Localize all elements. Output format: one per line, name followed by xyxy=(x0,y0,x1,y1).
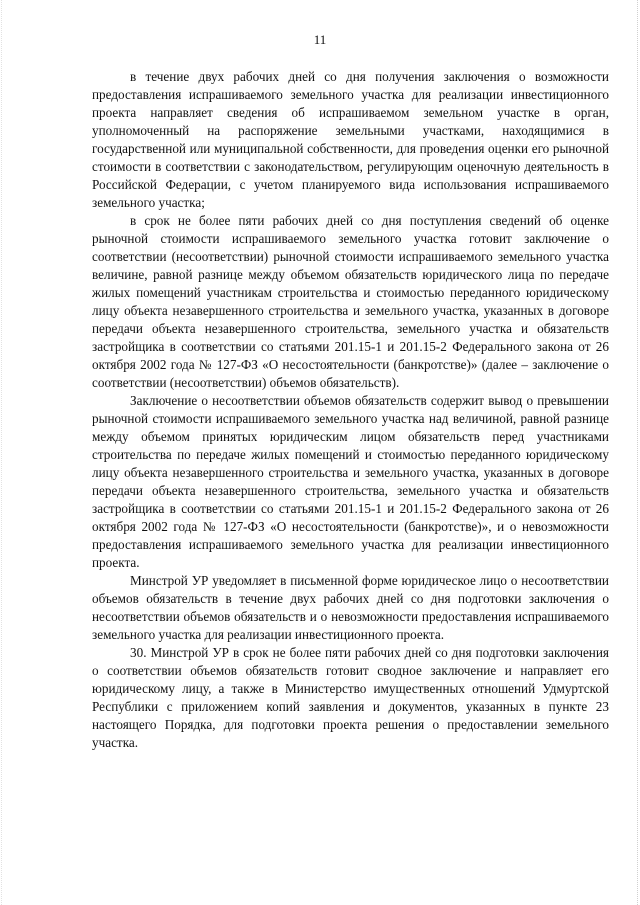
paragraph-item-30: 30. Минстрой УР в срок не более пяти рабочих дней со дня подготовки заключения о соответствии объемов обязательств готовит сводное заключение и направляет его юридическому лицу, а также в Министерство имущественных отношений Удмуртской Республики с приложением копий заявления и документов, указанных в пункте 23 настоящего Порядка, для подготовки проекта решения о предоставлении земельного участка. xyxy=(92,645,609,750)
paragraph-nonconformity-conclusion: Заключение о несоответствии объемов обязательств содержит вывод о превышении рыночной стоимости испрашиваемого земельного участка над величиной, равной разнице между объемом принятых юридическим лицом обязательств перед участниками строительства по передаче жилых помещений и стоимостью переданного юридическому лицу объекта незавершенного строительства и земельного участка, указанных в договоре передачи объекта незавершенного строительства, земельного участка и обязательств застройщика в соответствии со статьями 201.15-1 и 201.15-2 Федерального закона от 26 октября 2002 года № 127-ФЗ «О несостоятельности (банкротстве)», и о невозможности предоставления испрашиваемого земельного участка для реализации инвестиционного проекта. xyxy=(92,393,609,570)
scan-edge-right xyxy=(636,0,638,905)
paragraph-send-land-info: в течение двух рабочих дней со дня получения заключения о возможности предоставления испрашиваемого земельного участка для реализации инвестиционного проекта направляет сведения об испрашиваемом земельном участке в орган, уполномоченный на распоряжение земельными участками, находящимися в государственной или муниципальной собственности, для проведения оценки его рыночной стоимости в соответствии с законодательством, регулирующим оценочную деятельность в Российской Федерации, с учетом планируемого вида использования испрашиваемого земельного участка; xyxy=(92,69,609,210)
paragraph-notification: Минстрой УР уведомляет в письменной форме юридическое лицо о несоответствии объемов обязательств в течение двух рабочих дней со дня подготовки заключения о несоответствии объемов обязательств и о невозможности предоставления испрашиваемого земельного участка для реализации инвестиционного проекта. xyxy=(92,573,609,642)
scan-edge-left xyxy=(1,0,3,905)
page-number: 11 xyxy=(313,32,327,47)
paragraph-prepare-conclusion: в срок не более пяти рабочих дней со дня поступления сведений об оценке рыночной стоимости испрашиваемого земельного участка готовит заключение о соответствии (несоответствии) рыночной стоимости испрашиваемого земельного участка величине, равной разнице между объемом обязательств юридического лица по передаче жилых помещений участникам строительства и стоимостью переданного юридическому лицу объекта незавершенного строительства и земельного участка, указанных в договоре передачи объекта незавершенного строительства, земельного участка и обязательств застройщика в соответствии со статьями 201.15-1 и 201.15-2 Федерального закона от 26 октября 2002 года № 127-ФЗ «О несостоятельности (банкротстве)» (далее – заключение о соответствии (несоответствии) объемов обязательств). xyxy=(92,213,609,390)
document-body xyxy=(92,68,609,752)
